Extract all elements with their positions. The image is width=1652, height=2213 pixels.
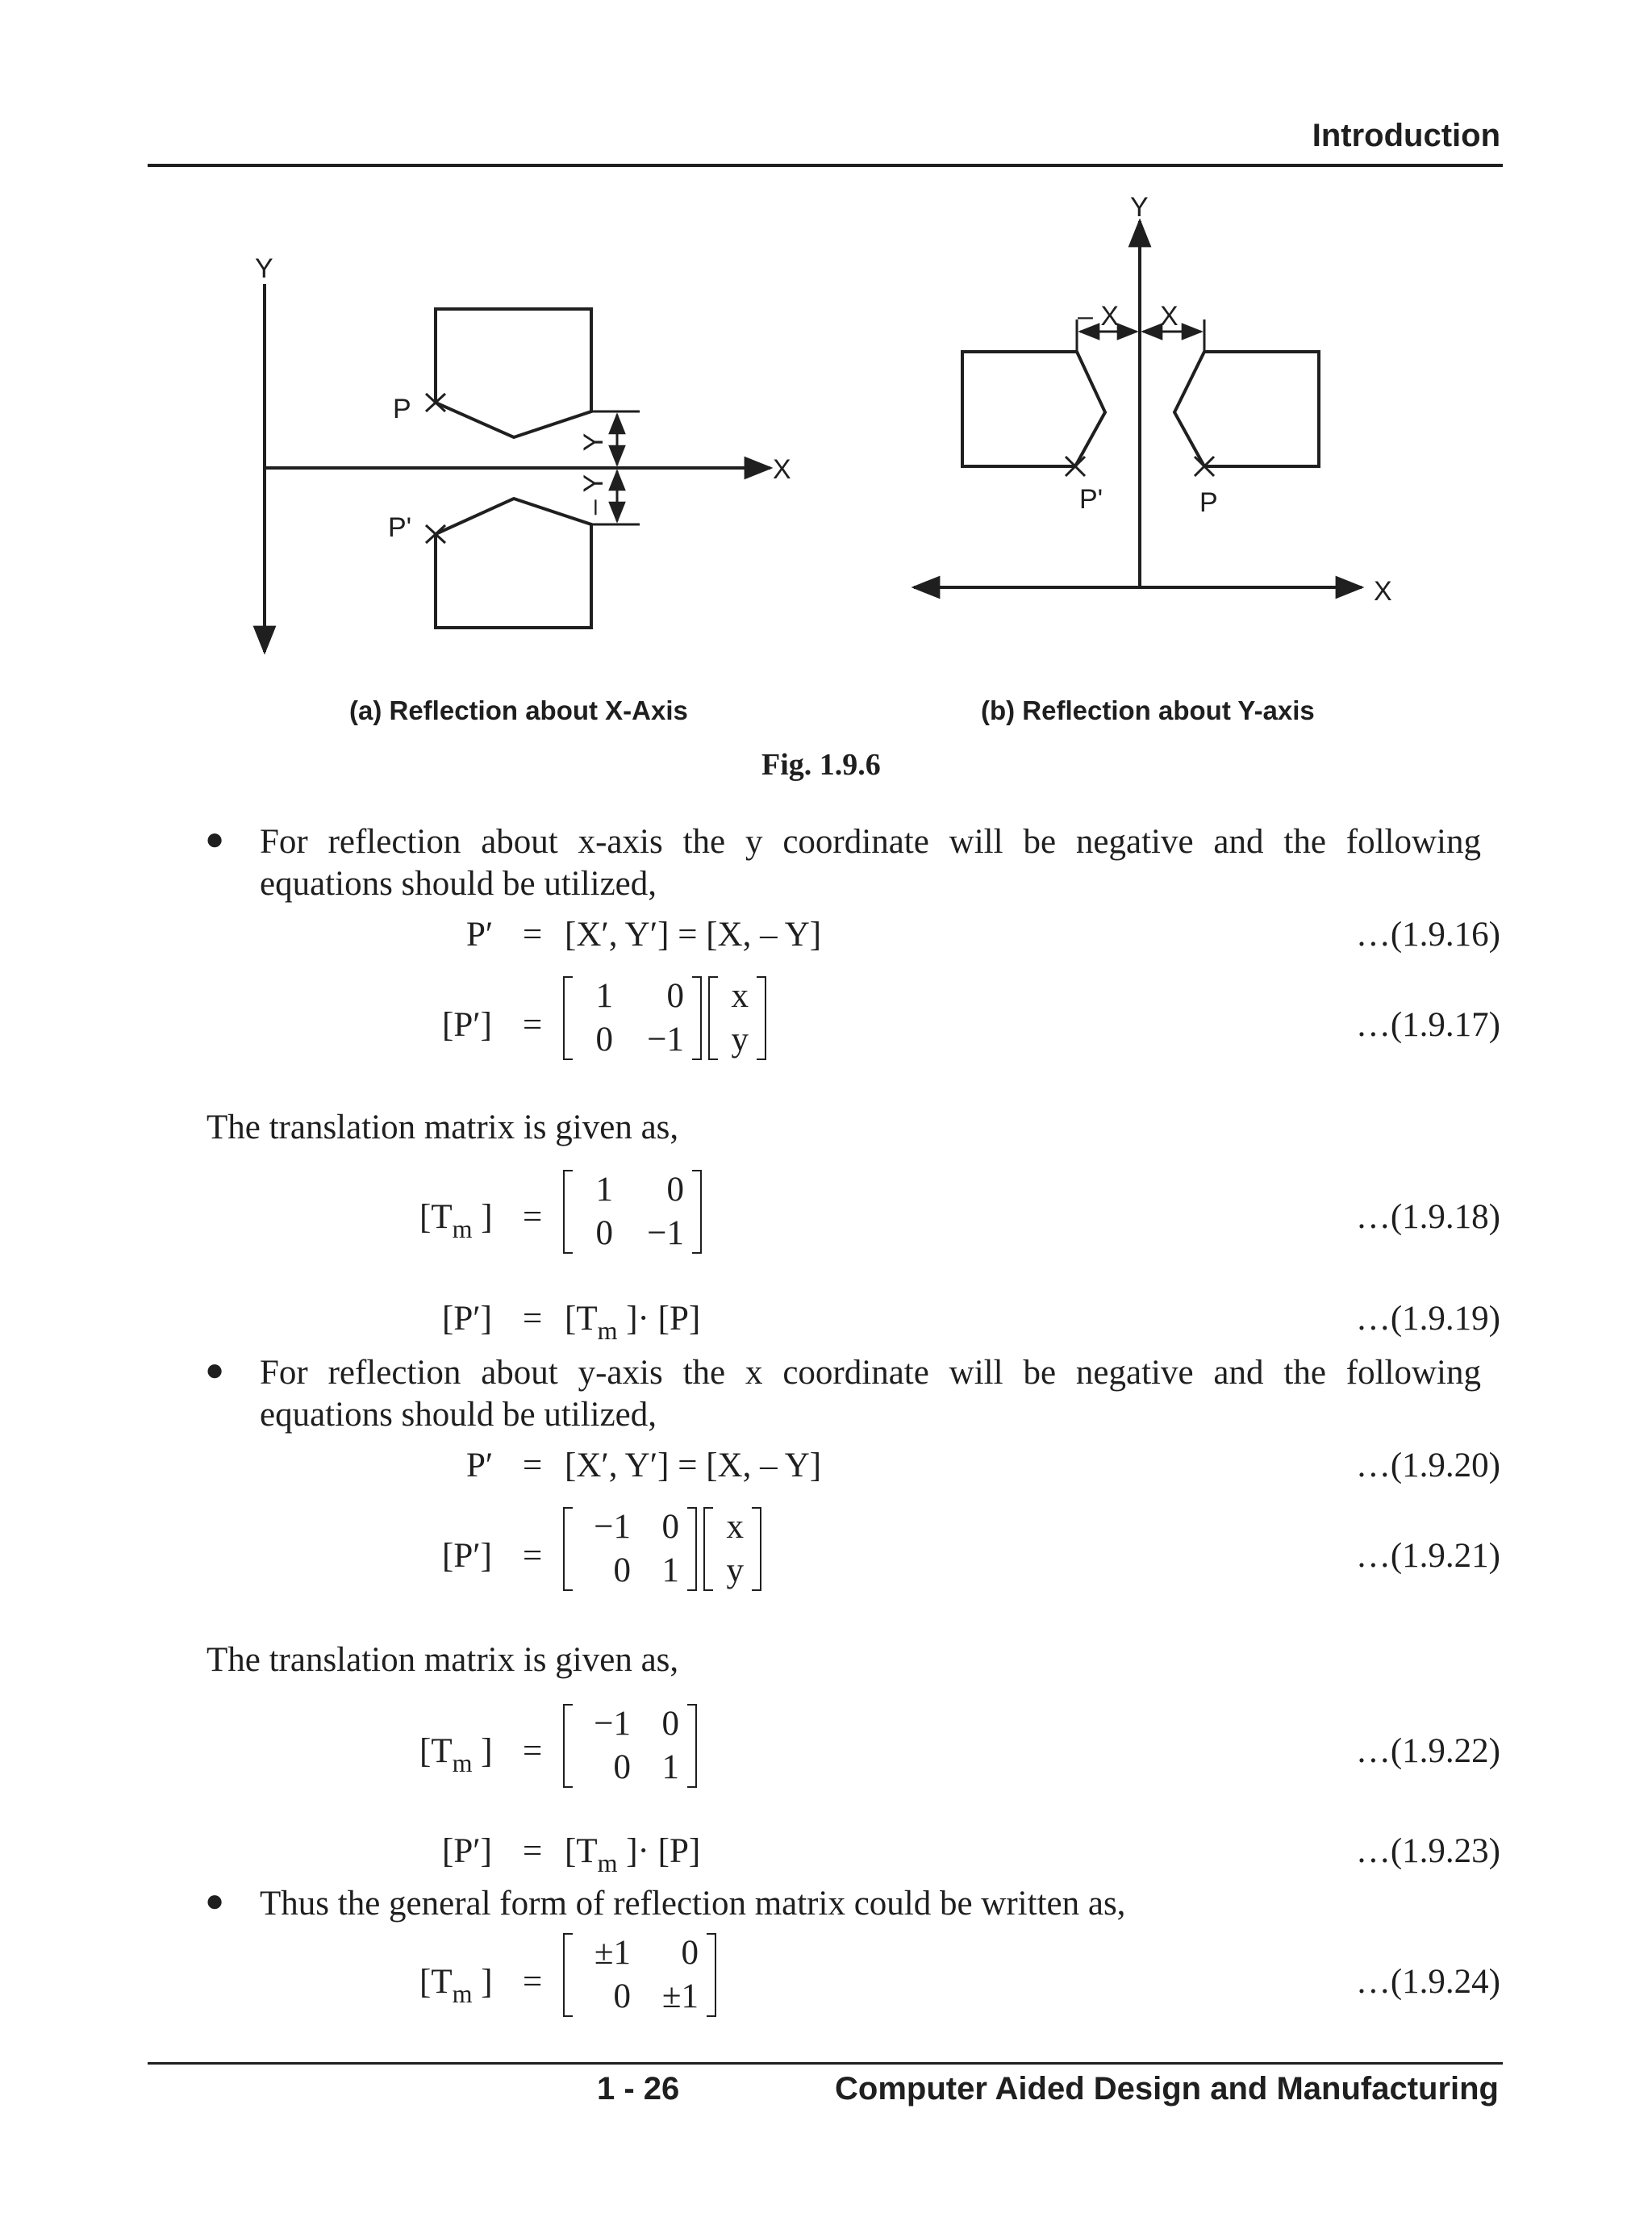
eq22-lhs xyxy=(419,1731,493,1777)
figure-reflection xyxy=(0,0,1652,807)
eq22-matrix xyxy=(563,1704,697,1788)
eq17-vector-cell: y xyxy=(731,1021,749,1058)
eq18-matrix-cell: 0 xyxy=(595,1214,613,1252)
panel-b-x-axis-label: X xyxy=(1374,576,1392,607)
eq19-equals: = xyxy=(523,1300,543,1338)
eq24-matrix-group xyxy=(563,1933,716,2017)
footer-rule xyxy=(148,2062,1503,2065)
eq23-number: …(1.9.23) xyxy=(1355,1832,1500,1870)
eq19-rhs xyxy=(565,1299,701,1345)
eq21-vector xyxy=(703,1507,761,1591)
eq18-lhs-main: [T xyxy=(419,1198,453,1236)
eq22-lhs-close: ] xyxy=(472,1732,493,1770)
eq22-equals: = xyxy=(523,1732,543,1770)
panel-a-shape-reflected xyxy=(436,499,591,628)
eq24-matrix-cell: 0 xyxy=(613,1977,631,2015)
panel-b-dim-neg-x-label: – X xyxy=(1078,301,1120,332)
eq22-matrix-group xyxy=(563,1704,697,1788)
eq17-matrix-group xyxy=(563,976,766,1060)
eq17-matrix-cell: −1 xyxy=(647,1021,684,1058)
eq23-rhs xyxy=(565,1831,701,1877)
eq24-lhs-close: ] xyxy=(472,1963,493,2001)
eq23-lhs: [P′] xyxy=(442,1832,492,1870)
eq21-vector-cell: x xyxy=(726,1508,744,1546)
translation-text-2: The translation matrix is given as, xyxy=(206,1641,679,1679)
panel-b-dim-x-label: X xyxy=(1160,301,1179,332)
eq17-vector xyxy=(708,976,766,1060)
panel-a-x-axis-label: X xyxy=(773,454,791,485)
eq17-matrix-cell: 1 xyxy=(595,977,613,1015)
eq24-lhs-main: [T xyxy=(419,1963,453,2001)
eq21-vector-cell: y xyxy=(726,1551,744,1589)
panel-a-dim-neg-y-label: – Y xyxy=(578,474,609,516)
bullet-marker-2: ● xyxy=(205,1351,225,1388)
eq18-matrix xyxy=(563,1170,702,1254)
panel-b-shape-reflected xyxy=(962,352,1105,466)
eq23-equals: = xyxy=(523,1832,543,1870)
eq18-matrix-group xyxy=(563,1170,702,1254)
eq23-rhs-sub: m xyxy=(597,1848,618,1877)
panel-a-diagram xyxy=(265,284,770,652)
bullet-1-line-1: For reflection about x-axis the y coordinate will be negative and the following xyxy=(260,823,1481,861)
bullet-2-line-1: For reflection about y-axis the x coordinate will be negative and the following xyxy=(260,1354,1481,1392)
eq17-matrix-cell: 0 xyxy=(666,977,684,1015)
bullet-marker-1: ● xyxy=(205,820,225,857)
eq19-rhs-post: ]· [P] xyxy=(617,1300,701,1338)
bullet-1-line-2: equations should be utilized, xyxy=(260,865,657,903)
eq24-matrix-cell: ±1 xyxy=(594,1934,631,1972)
eq21-matrix-cell: 0 xyxy=(613,1551,631,1589)
eq16-number: …(1.9.16) xyxy=(1355,916,1500,954)
eq21-matrix-cell: 1 xyxy=(661,1551,679,1589)
eq22-matrix-cell: −1 xyxy=(594,1705,631,1743)
panel-a-y-axis-label: Y xyxy=(255,253,273,284)
panel-a-shape-original xyxy=(436,309,591,437)
eq21-equals: = xyxy=(523,1537,543,1575)
eq18-matrix-cell: 0 xyxy=(666,1171,684,1209)
figure-label: Fig. 1.9.6 xyxy=(761,748,881,782)
eq20-lhs: P′ xyxy=(466,1447,494,1484)
eq24-number: …(1.9.24) xyxy=(1355,1963,1500,2001)
eq22-matrix-cell: 0 xyxy=(613,1748,631,1786)
eq23-rhs-post: ]· [P] xyxy=(617,1832,701,1870)
eq22-matrix-cell: 1 xyxy=(661,1748,679,1786)
eq22-matrix-cell: 0 xyxy=(661,1705,679,1743)
eq22-lhs-main: [T xyxy=(419,1732,453,1770)
eq17-equals: = xyxy=(523,1006,543,1044)
eq21-matrix xyxy=(563,1507,697,1591)
eq19-lhs: [P′] xyxy=(442,1300,492,1338)
translation-text-1: The translation matrix is given as, xyxy=(206,1109,679,1146)
eq24-matrix-cell: ±1 xyxy=(661,1977,699,2015)
eq20-rhs: [X′, Y′] = [X, – Y] xyxy=(565,1447,822,1484)
panel-b-point-p-label: P xyxy=(1199,487,1218,518)
eq24-matrix xyxy=(563,1933,716,2017)
eq21-number: …(1.9.21) xyxy=(1355,1537,1500,1575)
eq17-number: …(1.9.17) xyxy=(1355,1006,1500,1044)
eq24-matrix-cell: 0 xyxy=(681,1934,699,1972)
caption-panel-b: (b) Reflection about Y-axis xyxy=(981,695,1315,725)
eq20-number: …(1.9.20) xyxy=(1355,1447,1500,1484)
eq17-matrix xyxy=(563,976,702,1060)
eq17-vector-cell: x xyxy=(731,977,749,1015)
book-title: Computer Aided Design and Manufacturing xyxy=(835,2071,1499,2107)
eq18-lhs-close: ] xyxy=(472,1198,493,1236)
running-header: Introduction xyxy=(1312,118,1500,153)
eq16-equals: = xyxy=(523,916,543,954)
eq17-matrix-cell: 0 xyxy=(595,1021,613,1058)
eq24-lhs-sub: m xyxy=(452,1979,473,2008)
panel-b-shape-original xyxy=(1174,352,1319,466)
eq18-matrix-cell: −1 xyxy=(647,1214,684,1252)
caption-panel-a: (a) Reflection about X-Axis xyxy=(349,695,688,725)
eq21-matrix-group xyxy=(563,1507,761,1591)
eq18-number: …(1.9.18) xyxy=(1355,1198,1500,1236)
eq24-equals: = xyxy=(523,1963,543,2001)
eq22-lhs-sub: m xyxy=(452,1748,473,1777)
eq23-rhs-pre: [T xyxy=(565,1832,598,1870)
eq21-lhs: [P′] xyxy=(442,1537,492,1575)
eq24-lhs xyxy=(419,1962,493,2008)
eq18-lhs-sub: m xyxy=(452,1214,473,1243)
eq16-rhs: [X′, Y′] = [X, – Y] xyxy=(565,916,822,954)
panel-a-point-p-label: P xyxy=(393,394,411,424)
eq19-number: …(1.9.19) xyxy=(1355,1300,1500,1338)
eq20-equals: = xyxy=(523,1447,543,1484)
eq19-rhs-sub: m xyxy=(597,1316,618,1345)
eq22-number: …(1.9.22) xyxy=(1355,1732,1500,1770)
panel-a-dim-y-label: Y xyxy=(578,432,609,452)
bullet-3-line-1: Thus the general form of reflection matrix could be written as, xyxy=(260,1885,1126,1923)
eq18-lhs xyxy=(419,1197,493,1243)
page-number: 1 - 26 xyxy=(597,2071,680,2107)
panel-b-y-axis-label: Y xyxy=(1130,192,1149,223)
panel-b-diagram xyxy=(914,221,1362,587)
eq21-matrix-cell: −1 xyxy=(594,1508,631,1546)
eq21-matrix-cell: 0 xyxy=(661,1508,679,1546)
panel-b-point-p-reflected-label: P' xyxy=(1079,484,1103,515)
eq19-rhs-pre: [T xyxy=(565,1300,598,1338)
eq18-matrix-cell: 1 xyxy=(595,1171,613,1209)
eq17-lhs: [P′] xyxy=(442,1006,492,1044)
eq16-lhs: P′ xyxy=(466,916,494,954)
bullet-2-line-2: equations should be utilized, xyxy=(260,1396,657,1434)
bullet-marker-3: ● xyxy=(205,1882,225,1919)
eq18-equals: = xyxy=(523,1198,543,1236)
panel-a-point-p-reflected-label: P' xyxy=(388,512,412,543)
